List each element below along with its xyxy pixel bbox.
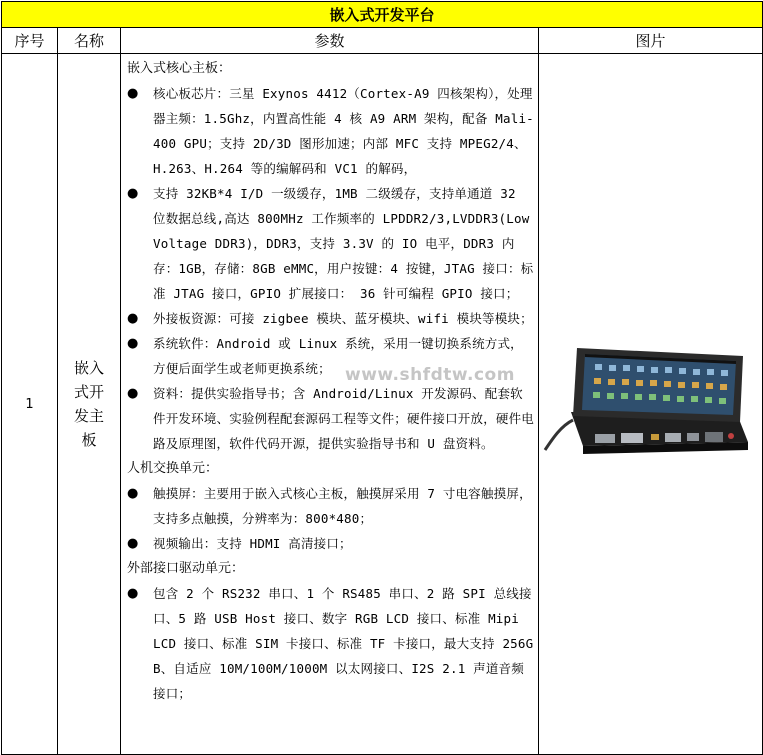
list-item — [127, 581, 534, 706]
list-item — [127, 81, 534, 181]
table-title-row — [2, 2, 763, 28]
list-item — [127, 306, 534, 331]
section-title-core-board: 嵌入式核心主板： — [127, 61, 232, 76]
table-row — [2, 54, 763, 755]
row-image — [539, 54, 763, 755]
list-item — [127, 381, 534, 456]
row-params — [121, 54, 539, 755]
list-item-text: 外接板资源：可接 zigbee 模块、蓝牙模块、wifi 模块等模块； — [153, 311, 533, 326]
watermark: www.shfdtw.com — [345, 365, 515, 385]
row-name-line: 嵌入 — [73, 359, 104, 377]
bullet-icon: ● — [127, 86, 139, 101]
list-item — [127, 181, 534, 306]
list-item-text: 触摸屏：主要用于嵌入式核心主板，触摸屏采用 7 寸电容触摸屏，支持多点触摸，分辨率为：800*480； — [153, 486, 532, 526]
row-name — [58, 54, 121, 755]
header-name: 名称 — [58, 28, 121, 54]
list-item — [127, 531, 534, 556]
row-name-line: 式开 — [73, 383, 104, 401]
section-title-ext: 外部接口驱动单元： — [127, 561, 245, 576]
bullet-icon: ● — [127, 586, 139, 601]
header-params: 参数 — [121, 28, 539, 54]
bullet-icon: ● — [127, 486, 139, 501]
list-item-text: 系统软件：Android 或 Linux 系统，采用一键切换系统方式，方便后面学生或老师更换系统； — [153, 336, 523, 376]
row-name-line: 发主 — [73, 407, 104, 425]
list-item-text: 视频输出：支持 HDMI 高清接口； — [153, 536, 352, 551]
table-title: 嵌入式开发平台 — [2, 2, 763, 28]
list-item-text: 包含 2 个 RS232 串口、1 个 RS485 串口、2 路 SPI 总线接口、5 路 USB Host 接口、数字 RGB LCD 接口、标准 Mipi LCD 接口、标准 SIM 卡接口、标准 TF 卡接口，最大支持 256GB、自适应 10M/100M/1000M 以太网接口、I2S 2.1 声道音频接口； — [153, 586, 534, 701]
list-item-text: 核心板芯片：三星 Exynos 4412（Cortex-A9 四核架构），处理器主频：1.5Ghz，内置高性能 4 核 A9 ARM 架构，配备 Mali-400 GPU；支持 2D/3D 图形加速；内部 MFC 支持 MPEG2/4、H.263、H.264 等的编解码和 VC1 的解码， — [153, 86, 534, 176]
bullet-icon: ● — [127, 311, 139, 326]
list-item — [127, 481, 534, 531]
bullet-icon: ● — [127, 386, 139, 401]
list-item-text: 资料：提供实验指导书；含 Android/Linux 开发源码、配套软件开发环境、实验例程配套源码工程等文件；硬件接口开放，硬件电路及原理图，软件代码开源，提供实验指导书和 U 盘资料。 — [153, 386, 535, 451]
embedded-board-photo-icon — [543, 342, 758, 462]
bullet-icon: ● — [127, 186, 139, 201]
row-name-line: 板 — [81, 431, 97, 449]
row-index: 1 — [2, 54, 58, 755]
table-header-row — [2, 28, 763, 54]
section-title-hmi: 人机交换单元： — [127, 461, 219, 476]
header-image: 图片 — [539, 28, 763, 54]
bullet-icon: ● — [127, 536, 139, 551]
list-item-text: 支持 32KB*4 I/D 一级缓存，1MB 二级缓存，支持单通道 32 位数据总线,高达 800MHz 工作频率的 LPDDR2/3,LVDDR3(Low Voltage DDR3)，DDR3，支持 3.3V 的 IO 电平，DDR3 内存：1GB，存储：8GB eMMC，用户按键：4 按键，JTAG 接口：标准 JTAG 接口，GPIO 扩展接口： 36 针可编程 GPIO 接口； — [153, 186, 534, 301]
bullet-icon: ● — [127, 336, 139, 351]
header-index: 序号 — [2, 28, 58, 54]
